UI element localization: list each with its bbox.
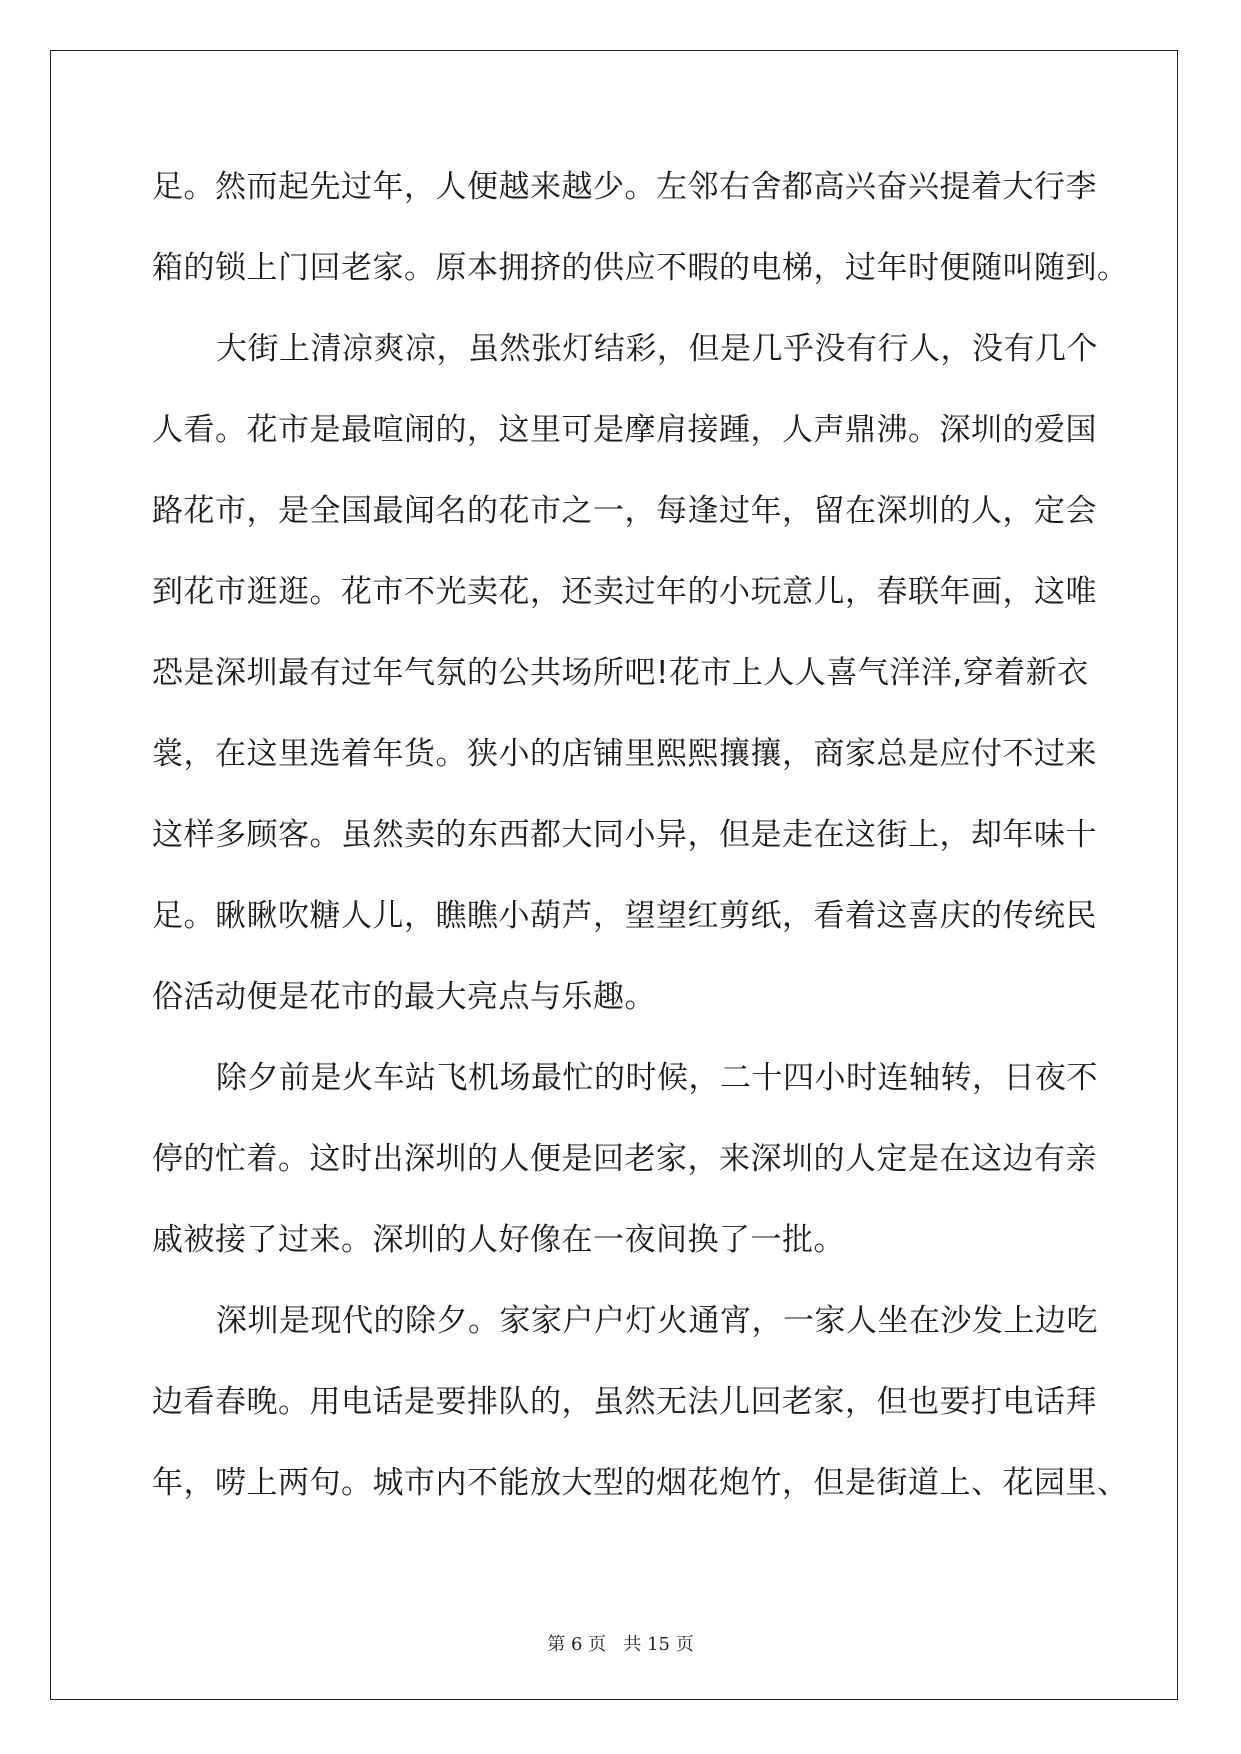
text-line: 到花市逛逛。花市不光卖花，还卖过年的小玩意儿，春联年画，这唯 — [152, 574, 1097, 610]
text-line: 足。然而起先过年，人便越来越少。左邻右舍都高兴奋兴提着大行李 — [152, 169, 1097, 205]
text-line: 年，唠上两句。城市内不能放大型的烟花炮竹，但是街道上、花园里、 — [152, 1465, 1129, 1501]
text-line: 足。瞅瞅吹糖人儿，瞧瞧小葫芦，望望红剪纸，看着这喜庆的传统民 — [152, 898, 1097, 934]
text-line: 裳，在这里选着年货。狭小的店铺里熙熙攘攘，商家总是应付不过来 — [152, 736, 1097, 772]
paragraph-start-line: 深圳是现代的除夕。家家户户灯火通宵，一家人坐在沙发上边吃 — [216, 1303, 1098, 1339]
text-line: 人看。花市是最喧闹的，这里可是摩肩接踵，人声鼎沸。深圳的爱国 — [152, 412, 1097, 448]
text-line: 停的忙着。这时出深圳的人便是回老家，来深圳的人定是在这边有亲 — [152, 1141, 1097, 1177]
paragraph-start-line: 大街上清凉爽凉，虽然张灯结彩，但是几乎没有行人，没有几个 — [216, 331, 1098, 367]
text-line: 这样多顾客。虽然卖的东西都大同小异，但是走在这街上，却年味十 — [152, 817, 1097, 853]
paragraph-start-line: 除夕前是火车站飞机场最忙的时候，二十四小时连轴转，日夜不 — [216, 1060, 1098, 1096]
text-line: 俗活动便是花市的最大亮点与乐趣。 — [152, 979, 656, 1015]
text-line: 戚被接了过来。深圳的人好像在一夜间换了一批。 — [152, 1222, 845, 1258]
text-line: 箱的锁上门回老家。原本拥挤的供应不暇的电梯，过年时便随叫随到。 — [152, 250, 1129, 286]
text-line: 恐是深圳最有过年气氛的公共场所吧!花市上人人喜气洋洋,穿着新衣 — [152, 655, 1089, 691]
document-body — [152, 162, 1129, 1539]
text-line: 路花市，是全国最闻名的花市之一，每逢过年，留在深圳的人，定会 — [152, 493, 1097, 529]
page-number-label: 第 6 页 共 15 页 — [547, 1634, 694, 1655]
text-line: 边看春晚。用电话是要排队的，虽然无法儿回老家，但也要打电话拜 — [152, 1384, 1097, 1420]
page-number-footer — [0, 1630, 1241, 1656]
